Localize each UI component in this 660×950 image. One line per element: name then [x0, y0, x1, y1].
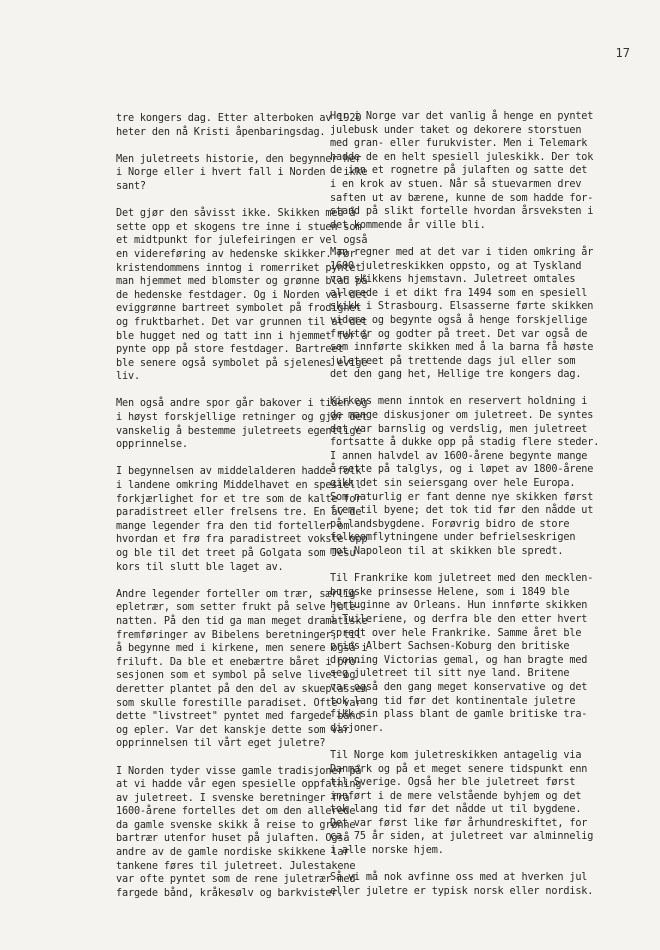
- right-column: [330, 110, 612, 912]
- paragraph: Det gjør den såvisst ikke. Skikken med å sette opp et skogens tre inne i stuen som et midtpunkt for julefeiringen er vel også en videreføring av hedenske skikker. Før kristendommens inntog i romerriket pyntet man hjemmet med blomster og grønne blad på de hedenske festdager. Og i Norden var det eviggrønne bartreet symbolet på frodighet og fruktbarhet. Det var grunnen til at det ble hugget ned og tatt inn i hjemmet for å pynte opp på store festdager. Bartreet ble senere også symbolet på sjelenes evige liv.: [116, 208, 368, 383]
- paragraph: Andre legender forteller om trær, særlig epletrær, som setter frukt på selve jule- natten. På den tid ga man meget dramatiske fremføringer av Bibelens beretninger, til å begynne med i kirkene, men senere også i friluft. Da ble et enebærtre båret i pro- sesjonen som et symbol på selve livet og deretter plantet på den del av skueplassen som skulle forestille paradiset. Ofte var dette "livstreet" pyntet med fargede bånd og epler. Var det kanskje dette som var opprinnelsen til vårt eget juletre?: [116, 588, 368, 750]
- paragraph: I begynnelsen av middelalderen hadde folk i landene omkring Middelhavet en spesiell forkjærlighet for et tre som de kalte for paradistreet eller frelsens tre. En av de mange legender fra den tid forteller om hvordan et frø fra paradistreet vokste opp og ble til det treet på Golgata som Jesu kors til slutt ble laget av.: [116, 466, 368, 573]
- paragraph: I Norden tyder visse gamle tradisjoner på at vi hadde vår egen spesielle oppfatning av juletreet. I svenske beretninger fra 1600-årene fortelles det om den allerede da gamle svenske skikk å reise to grønne bartrær utenfor huset på julaften. Også andre av de gamle nordiske skikkene lar tankene føres til juletreet. Julestakene var ofte pyntet som de rene juletrær med fargede bånd, kråkesølv og barkvister.: [116, 765, 362, 899]
- paragraph: Til Frankrike kom juletreet med den mecklen- burgske prinsesse Helene, som i 1849 ble hertuginne av Orleans. Hun innførte skikken i Tuileriene, og derfra ble den etter hvert spredt over hele Frankrike. Samme året ble prins Albert Sachsen-Koburg den britiske dronning Victorias gemal, og han bragte med seg juletreet til sitt nye land. Britene var også den gang meget konservative og det tok lang tid før det kontinentale juletre fikk sin plass blant de gamle britiske tra- disjoner.: [330, 573, 594, 734]
- paragraph: tre kongers dag. Etter alterboken av 1920 heter den nå Kristi åpenbaringsdag.: [116, 113, 362, 138]
- paragraph: Men også andre spor går bakover i tiden og i høyst forskjellige retninger og gjør det vanskelig å bestemme juletreets egentlige opprinnelse.: [116, 398, 368, 451]
- paragraph: Til Norge kom juletreskikken antagelig via Danmark og på et meget senere tidspunkt enn til Sverige. Også her ble juletreet først innført i de mere velstående byhjem og det tok lang tid før det nådde ut til bygdene. Det var først like før århundreskiftet, for ca. 75 år siden, at juletreet var alminnelig i alle norske hjem.: [330, 749, 594, 857]
- paragraph: Men juletreets historie, den begynner her i Norge eller i hvert fall i Norden - ikke sant?: [116, 153, 368, 192]
- paragraph: Man regner med at det var i tiden omkring år 1600 juletreskikken oppsto, og at Tyskland var skikkens hjemstavn. Juletreet omtales allerede i et dikt fra 1494 som en spesiell skikk i Strasbourg. Elsasserne førte skikken videre og begynte også å henge forskjellige frukter og godter på treet. Det var også de som innførte skikken med å la barna få høste juletreet på trettende dags jul eller som det den gang het, Hellige tre kongers dag.: [330, 246, 594, 381]
- paragraph: Her i Norge var det vanlig å henge en pyntet julebusk under taket og dekorere storstuen med gran- eller furukvister. Men i Telemark hadde de en helt spesiell juleskikk. Der tok de inn et rognetre på julaften og satte det i en krok av stuen. Når så stuevarmen drev saften ut av bærene, kunne de som hadde for- stand på slikt fortelle hvordan årsveksten i det kommende år ville bli.: [330, 111, 594, 231]
- page-number: 17: [615, 46, 630, 60]
- paragraph: Kirkens menn inntok en reservert holdning i de mange diskusjoner om juletreet. De syntes det var barnslig og verdslig, men juletreet fortsatte å dukke opp på stadig flere steder. I annen halvdel av 1600-årene begynte mange å sette på talglys, og i løpet av 1800-årene gikk det sin seiersgang over hele Europa. Som naturlig er fant denne nye skikken først frem til byene; det tok tid før den nådde ut på landsbygdene. Forøvrig bidro de store folkeomflytningene under befrielseskrigen mot Napoleon til at skikken ble spredt.: [330, 396, 600, 557]
- paragraph: Så vi må nok avfinne oss med at hverken jul eller juletre er typisk norsk eller nordisk.: [330, 872, 594, 897]
